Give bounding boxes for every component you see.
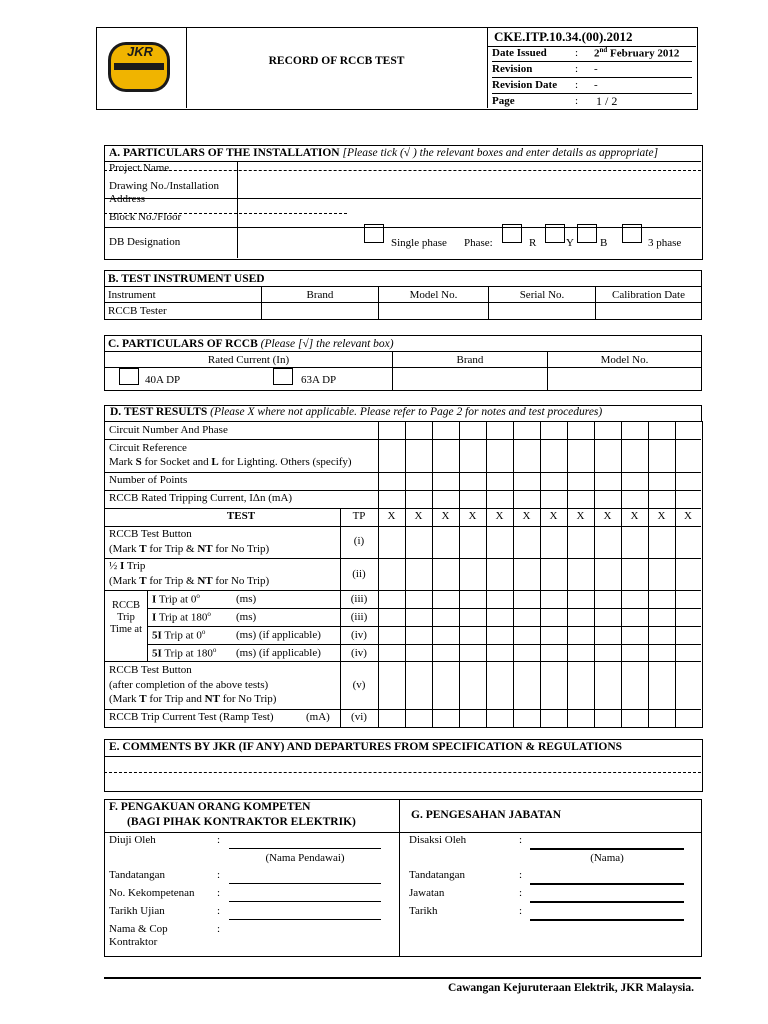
trip-row-2-unit: (ms) [236,611,257,623]
result-column-line [432,421,433,727]
trip-time-label: RCCB Trip Time at [110,600,142,635]
tp-ii: (ii) [352,568,366,580]
tp-iii-a: (iii) [350,593,368,605]
single-phase-checkbox[interactable] [364,224,384,243]
section-c-title [105,336,702,352]
revision-value: - [594,63,598,75]
x-mark: X [414,510,423,522]
section-c-heading: C. PARTICULARS OF RCCB [108,337,258,350]
63a-label: 63A DP [301,374,337,386]
block-floor-field[interactable] [238,199,700,226]
ramp-label: RCCB Trip Current Test (Ramp Test) [109,711,274,723]
drawing-no-field[interactable] [238,178,700,198]
three-phase-label: 3 phase [648,237,682,249]
colon: : [217,869,221,881]
after-note: (after completion of the above tests) [109,679,269,691]
x-mark: X [657,510,666,522]
phase-b-checkbox[interactable] [577,224,597,243]
after-mark: (Mark T for Trip and NT for No Trip) [109,693,277,705]
nama-label: (Nama) [590,852,624,864]
project-name-label: Project Name [109,162,170,174]
x-mark: X [468,510,477,522]
result-column-line [513,421,514,727]
circuit-reference-label: Circuit Reference [109,442,187,454]
section-d-heading: D. TEST RESULTS [110,406,208,418]
jawatan-label: Jawatan [409,887,445,899]
rccb-tester-label: RCCB Tester [105,303,262,320]
tp-header: TP [352,510,366,522]
col-rccb-model: Model No. [548,352,702,368]
rccb-brand-cell[interactable] [393,368,548,391]
colon: : [217,905,221,917]
colon: : [519,834,523,846]
db-designation-label: DB Designation [109,236,181,248]
tarikh-field[interactable] [530,919,684,921]
trip-row-3-unit: (ms) (if applicable) [236,629,321,641]
no-kekompetenan-label: No. Kekompetenan [109,887,195,899]
rated-current-options [105,368,393,391]
disaksi-label: Disaksi Oleh [409,834,467,846]
jawatan-field[interactable] [530,901,684,903]
field-label: Revision Date [492,79,558,91]
phase-y-label: Y [566,237,574,249]
phase-r-label: R [529,237,537,249]
result-column-line [486,421,487,727]
colon: : [217,834,221,846]
phase-b-label: B [600,237,608,249]
section-b-table [104,270,702,320]
tandatangan-f-label: Tandatangan [109,869,166,881]
col-model: Model No. [379,287,489,303]
trip-row-4-unit: (ms) (if applicable) [236,647,321,659]
result-column-line [459,421,460,727]
result-column-line [540,421,541,727]
calibration-cell[interactable] [596,303,702,320]
trip-row-1: I Trip at 0$^o$ [152,592,200,606]
header-fields [492,46,692,109]
comments-field[interactable] [106,758,700,788]
trip-row-2: I Trip at 180$^o$ [152,610,211,624]
result-column-line [675,421,676,727]
serial-cell[interactable] [489,303,596,320]
trip-row-4: 5I Trip at 180$^o$ [152,646,217,660]
tp-iv-b: (iv) [351,647,367,659]
drawing-no-label: Drawing No./Installation Address [109,180,219,205]
header-logo-divider [186,27,187,108]
document-code: CKE.ITP.10.34.(00).2012 [494,29,633,44]
result-column-line [567,421,568,727]
tandatangan-g-field[interactable] [530,883,684,885]
date-issued-value: 2nd February 2012 [594,46,680,60]
rated-tripping-label: RCCB Rated Tripping Current, IΔn (mA) [109,492,293,504]
x-mark: X [684,510,692,522]
mark-trip-note: (Mark T for Trip & NT for No Trip) [109,543,270,555]
revision-date-value: - [594,79,598,91]
trip-row-1-unit: (ms) [236,593,257,605]
field-sep: : [575,63,579,75]
tandatangan-f-field[interactable] [229,883,381,884]
section-f-title-1: F. PENGAKUAN ORANG KOMPETEN [109,801,311,813]
x-mark: X [387,510,396,522]
phase-r-checkbox[interactable] [502,224,522,243]
field-sep: : [575,79,579,91]
col-brand: Brand [262,287,379,303]
x-mark: X [549,510,558,522]
result-column-line [648,421,649,727]
section-a-heading: A. PARTICULARS OF THE INSTALLATION [109,147,340,159]
tp-i: (i) [353,535,365,547]
test-header: TEST [226,510,256,522]
x-mark: X [576,510,585,522]
field-label: Page [492,95,515,107]
result-column-line [405,421,406,727]
after-button-label: RCCB Test Button [109,664,192,676]
x-mark: X [495,510,504,522]
col-instrument: Instrument [105,287,262,303]
document-title: RECORD OF RCCB TEST [268,55,405,67]
tarikh-ujian-field[interactable] [229,919,381,920]
rccb-model-cell[interactable] [548,368,702,391]
diuji-label: Diuji Oleh [109,834,156,846]
brand-cell[interactable] [262,303,379,320]
40a-label: 40A DP [145,374,181,386]
40a-checkbox[interactable] [119,368,139,385]
page-value: 1 / 2 [596,94,618,108]
colon: : [217,923,221,935]
col-calibration: Calibration Date [596,287,702,303]
header-title-divider [487,27,488,108]
trip-row-3: 5I Trip at 0$^o$ [152,628,206,642]
field-label: Date Issued [492,47,547,59]
x-mark: X [441,510,450,522]
points-label: Number of Points [109,474,188,486]
col-serial: Serial No. [489,287,596,303]
nama-pendawai-label: (Nama Pendawai) [265,852,345,864]
circuit-reference-note: Mark S for Socket and L for Lighting. Others (specify) [109,456,352,468]
footer-text: Cawangan Kejuruteraan Elektrik, JKR Malaysia. [448,982,694,994]
section-c-table [104,335,702,391]
circuit-number-label: Circuit Number And Phase [109,424,228,436]
colon: : [217,887,221,899]
phase-y-checkbox[interactable] [545,224,565,243]
field-label: Revision [492,63,533,75]
section-e-title: E. COMMENTS BY JKR (IF ANY) AND DEPARTURES FROM SPECIFICATION & REGULATIONS [109,741,623,753]
x-mark: X [603,510,612,522]
half-trip-label: ½ I Trip [109,560,146,572]
three-phase-checkbox[interactable] [622,224,642,243]
tp-vi: (vi) [351,711,367,723]
mark-trip-note-2: (Mark T for Trip & NT for No Trip) [109,575,270,587]
single-phase-label: Single phase [391,237,447,249]
colon: : [519,887,523,899]
section-d-note: (Please X where not applicable. Please refer to Page 2 for notes and test procedures) [210,406,603,418]
result-column-line [378,421,379,727]
footer-rule [104,977,701,979]
colon: : [519,905,523,917]
section-g-title: G. PENGESAHAN JABATAN [411,809,562,821]
col-rated-current: Rated Current (In) [105,352,393,368]
kontraktor-label: Kontraktor [109,936,158,948]
diuji-field[interactable] [229,848,381,849]
field-sep: : [575,47,579,59]
disaksi-field[interactable] [530,848,684,850]
x-mark: X [522,510,531,522]
result-column-line [621,421,622,727]
col-rccb-brand: Brand [393,352,548,368]
model-cell[interactable] [379,303,489,320]
tp-v: (v) [352,679,366,691]
result-column-line [594,421,595,727]
logo-text: JKR [126,44,153,59]
63a-checkbox[interactable] [273,368,293,385]
phase-label: Phase: [464,237,493,249]
ramp-unit: (mA) [306,711,330,723]
section-b-title: B. TEST INSTRUMENT USED [105,271,702,287]
tp-iii-b: (iii) [350,611,368,623]
tarikh-ujian-label: Tarikh Ujian [109,905,165,917]
x-mark: X [630,510,639,522]
section-a-title [109,147,658,159]
section-a-note: [Please tick (√ ) the relevant boxes and enter details as appropriate] [342,147,659,159]
section-c-note: (Please [√] the relevant box) [260,337,394,350]
tarikh-label: Tarikh [409,905,438,917]
colon: : [519,869,523,881]
rccb-test-button-label: RCCB Test Button [109,528,192,540]
nama-cop-label: Nama & Cop [109,923,168,935]
field-sep: : [575,95,579,107]
no-kekompetenan-field[interactable] [229,901,381,902]
section-d-title [104,405,702,422]
tandatangan-g-label: Tandatangan [409,869,466,881]
block-floor-label: Block No./Floor [109,211,182,223]
tp-iv-a: (iv) [351,629,367,641]
section-f-title-2: (BAGI PIHAK KONTRAKTOR ELEKTRIK) [127,816,356,828]
